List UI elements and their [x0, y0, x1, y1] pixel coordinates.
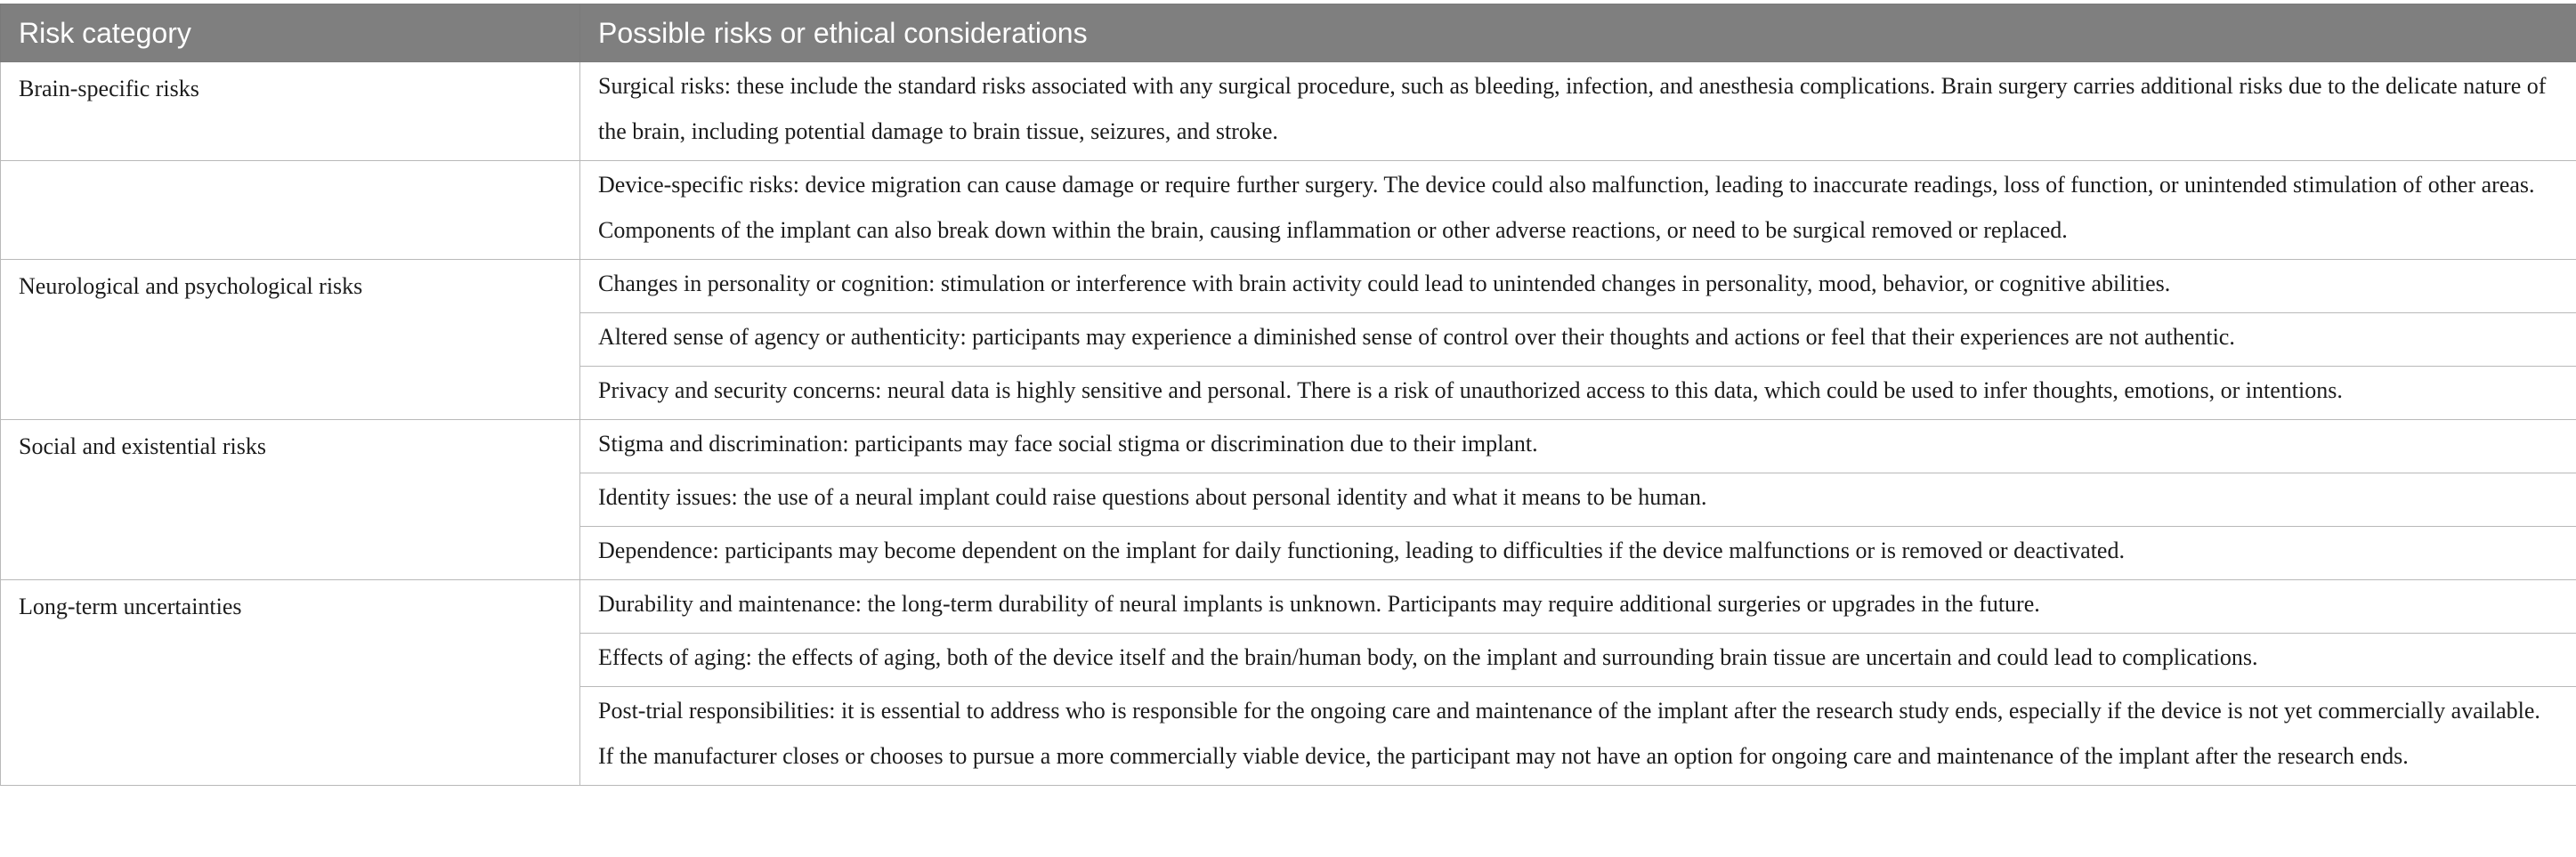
header-possible-risks: Possible risks or ethical considerations [580, 4, 2576, 62]
risk-description-cell: Durability and maintenance: the long-term durability of neural implants is unknown. Participants may require additional surgeries or upgrades in the future. [580, 580, 2576, 634]
risk-category-cell: Long-term uncertainties [1, 580, 580, 786]
risk-category-cell-empty [1, 161, 580, 260]
header-row [1, 4, 2576, 62]
table-row [1, 161, 2576, 260]
risk-description-cell: Surgical risks: these include the standard risks associated with any surgical procedure, such as bleeding, infection, and anesthesia complications. Brain surgery carries additional risks due to the delicate nature of the brain, including potential damage to brain tissue, seizures, and stroke. [580, 62, 2576, 161]
header-risk-category: Risk category [1, 4, 580, 62]
table-row [1, 62, 2576, 161]
risk-description-cell: Device-specific risks: device migration can cause damage or require further surgery. The device could also malfunction, leading to inaccurate readings, loss of function, or unintended stimulation of other areas. Components of the implant can also break down within the brain, causing inflammation or other adverse reactions, or need to be surgical removed or replaced. [580, 161, 2576, 260]
table-row [1, 260, 2576, 313]
risk-table [0, 4, 2576, 786]
risk-description-cell: Identity issues: the use of a neural implant could raise questions about personal identity and what it means to be human. [580, 473, 2576, 527]
risk-description-cell: Altered sense of agency or authenticity: participants may experience a diminished sense of control over their thoughts and actions or feel that their experiences are not authentic. [580, 313, 2576, 367]
risk-category-cell: Social and existential risks [1, 420, 580, 580]
risk-description-cell: Dependence: participants may become dependent on the implant for daily functioning, leading to difficulties if the device malfunctions or is removed or deactivated. [580, 527, 2576, 580]
risk-description-cell: Post-trial responsibilities: it is essential to address who is responsible for the ongoing care and maintenance of the implant after the research study ends, especially if the device is not yet commercially available. If the manufacturer closes or chooses to pursue a more commercially viable device, the participant may not have an option for ongoing care and maintenance of the implant after the research ends. [580, 687, 2576, 786]
table-row [1, 420, 2576, 473]
table-row [1, 580, 2576, 634]
risk-category-cell: Neurological and psychological risks [1, 260, 580, 420]
risk-description-cell: Stigma and discrimination: participants may face social stigma or discrimination due to their implant. [580, 420, 2576, 473]
risk-description-cell: Privacy and security concerns: neural data is highly sensitive and personal. There is a risk of unauthorized access to this data, which could be used to infer thoughts, emotions, or intentions. [580, 367, 2576, 420]
risk-category-cell: Brain-specific risks [1, 62, 580, 161]
risk-description-cell: Changes in personality or cognition: stimulation or interference with brain activity could lead to unintended changes in personality, mood, behavior, or cognitive abilities. [580, 260, 2576, 313]
risk-description-cell: Effects of aging: the effects of aging, both of the device itself and the brain/human body, on the implant and surrounding brain tissue are uncertain and could lead to complications. [580, 634, 2576, 687]
